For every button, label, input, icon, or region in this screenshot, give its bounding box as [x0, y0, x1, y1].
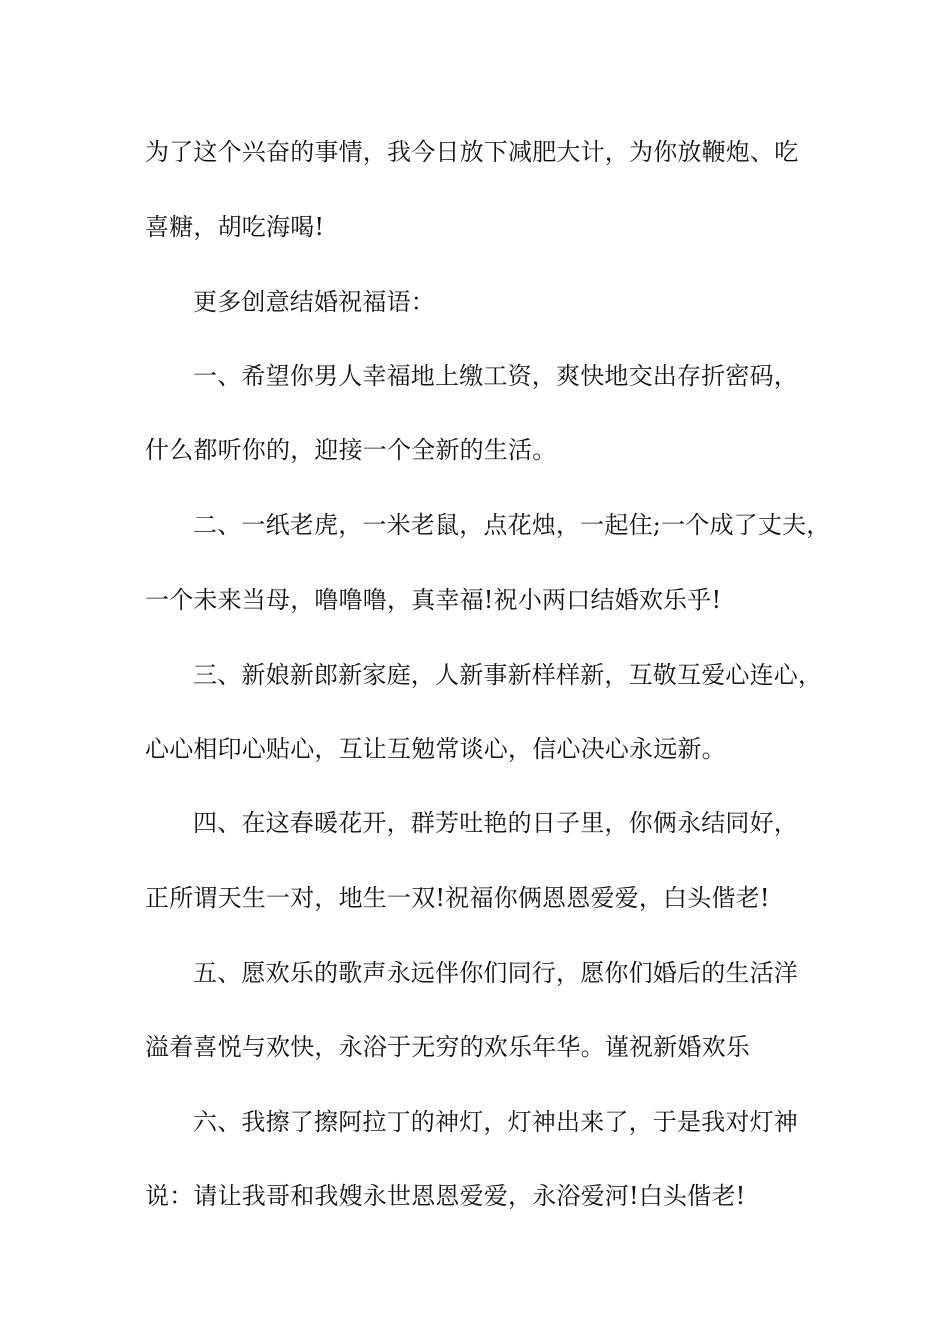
- wish-item-5: 五、愿欢乐的歌声永远伴你们同行，愿你们婚后的生活洋: [193, 959, 798, 987]
- wish-item-4: 四、在这春暖花开，群芳吐艳的日子里，你俩永结同好，: [193, 809, 798, 837]
- text-line: 什么都听你的，迎接一个全新的生活。: [145, 436, 557, 464]
- wish-item-3: 三、新娘新郎新家庭，人新事新样样新，互敬互爱心连心，: [193, 661, 823, 689]
- text-line: 说：请让我哥和我嫂永世恩恩爱爱，永浴爱河!白头偕老!: [145, 1182, 746, 1210]
- text-line: 喜糖，胡吃海喝!: [145, 213, 325, 241]
- text-line: 溢着喜悦与欢快，永浴于无穷的欢乐年华。谨祝新婚欢乐: [145, 1033, 750, 1061]
- wish-item-2: 二、一纸老虎，一米老鼠，点花烛，一起住;一个成了丈夫，: [193, 511, 831, 539]
- text-line: 为了这个兴奋的事情，我今日放下减肥大计，为你放鞭炮、吃: [145, 138, 799, 166]
- wish-item-1: 一、希望你男人幸福地上缴工资，爽快地交出存折密码，: [193, 362, 798, 390]
- text-line: 一个未来当母，噜噜噜，真幸福!祝小两口结婚欢乐乎!: [145, 586, 722, 614]
- text-line: 正所谓天生一对，地生一双!祝福你俩恩恩爱爱，白头偕老!: [145, 884, 770, 912]
- section-heading: 更多创意结婚祝福语：: [193, 288, 435, 316]
- wish-item-6: 六、我擦了擦阿拉丁的神灯，灯神出来了，于是我对灯神: [193, 1108, 798, 1136]
- text-line: 心心相印心贴心，互让互勉常谈心，信心决心永远新。: [145, 735, 726, 763]
